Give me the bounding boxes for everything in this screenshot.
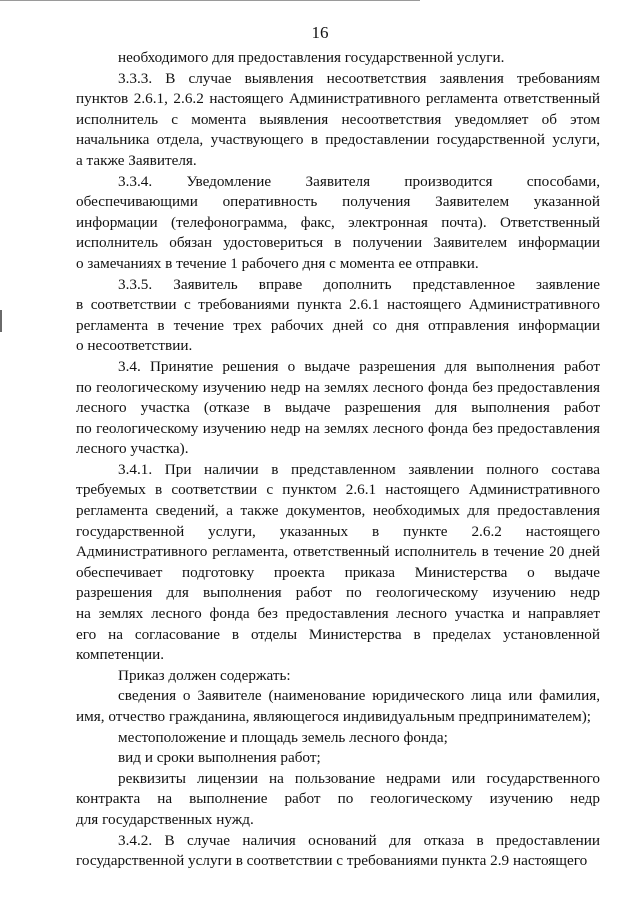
text-line: 3.4. Принятие решения о выдаче разрешения для выполнения работ bbox=[118, 357, 600, 375]
text-line: начальника отдела, участвующего в предоставлении государственной услуги, bbox=[76, 131, 600, 149]
paragraph-3-3-3 bbox=[76, 69, 600, 172]
text-line: разрешения для выполнения работ по геологическому изучению недр bbox=[76, 584, 600, 602]
text-line: вид и сроки выполнения работ; bbox=[118, 749, 321, 767]
text-line: о замечаниях в течение 1 рабочего дня с момента ее отправки. bbox=[76, 254, 479, 272]
scan-left-edge-mark bbox=[0, 310, 2, 332]
text-line: по геологическому изучению недр на землях лесного фонда без предоставления bbox=[76, 378, 600, 396]
text-line: обеспечивающими оперативность получения Заявителем указанной bbox=[76, 193, 600, 211]
list-item-applicant-info bbox=[76, 686, 600, 727]
text-line: о несоответствии. bbox=[76, 337, 193, 355]
page-number: 16 bbox=[311, 23, 329, 42]
text-line: 3.3.4. Уведомление Заявителя производится способами, bbox=[118, 172, 600, 190]
text-line: для государственных нужд. bbox=[76, 810, 254, 828]
text-line: его на согласование в отделы Министерства в пределах установленной bbox=[76, 625, 600, 643]
text-line: государственной услуги, указанных в пункте 2.6.2 настоящего bbox=[76, 522, 600, 540]
text-line: 3.4.2. В случае наличия оснований для отказа в предоставлении bbox=[118, 831, 600, 849]
paragraph-3-3-5 bbox=[76, 275, 600, 357]
text-line: Административного регламента, ответственный исполнитель в течение 20 дней bbox=[76, 543, 600, 561]
paragraph-3-4-1 bbox=[76, 460, 600, 666]
document-body bbox=[76, 48, 600, 872]
text-line: а также Заявителя. bbox=[76, 151, 197, 169]
list-item-license-details bbox=[76, 769, 600, 831]
text-line: лесного участка (отказе в выдаче разрешения для выполнения работ bbox=[76, 399, 600, 417]
list-item-location-area bbox=[76, 728, 600, 749]
text-line: по геологическому изучению недр на землях лесного фонда без предоставления bbox=[76, 419, 600, 437]
scan-top-edge-rule bbox=[0, 0, 420, 1]
paragraph-continuation bbox=[76, 48, 600, 69]
text-line: пунктов 2.6.1, 2.6.2 настоящего Административного регламента ответственный bbox=[76, 90, 600, 108]
text-line: 3.4.1. При наличии в представленном заявлении полного состава bbox=[118, 460, 600, 478]
text-line: регламента в течение трех рабочих дней со дня отправления информации bbox=[76, 316, 600, 334]
text-line: исполнитель с момента выявления несоответствия уведомляет об этом bbox=[76, 110, 600, 128]
text-line: обеспечивает подготовку проекта приказа Министерства о выдаче bbox=[76, 563, 600, 581]
text-line: лесного участка). bbox=[76, 440, 189, 458]
text-line: компетенции. bbox=[76, 646, 165, 664]
text-line: исполнитель обязан удостовериться в получении Заявителем информации bbox=[76, 234, 600, 252]
text-line: информации (телефонограмма, факс, электронная почта). Ответственный bbox=[76, 213, 600, 231]
paragraph-3-3-4 bbox=[76, 172, 600, 275]
text-line: контракта на выполнение работ по геологическому изучению недр bbox=[76, 790, 600, 808]
paragraph-order-contents-intro bbox=[76, 666, 600, 687]
text-line: в соответствии с требованиями пункта 2.6.1 настоящего Административного bbox=[76, 296, 600, 314]
paragraph-3-4 bbox=[76, 357, 600, 460]
text-line: сведения о Заявителе (наименование юридического лица или фамилия, bbox=[118, 687, 600, 705]
text-line: на землях лесного фонда без предоставления лесного участка и направляет bbox=[76, 605, 600, 623]
text-line: регламента сведений, а также документов, необходимых для предоставления bbox=[76, 502, 600, 520]
text-line: 3.3.3. В случае выявления несоответствия заявления требованиям bbox=[118, 69, 600, 87]
text-line: 3.3.5. Заявитель вправе дополнить представленное заявление bbox=[118, 275, 600, 293]
text-line: государственной услуги в соответствии с требованиями пункта 2.9 настоящего bbox=[76, 852, 588, 870]
text-line: требуемых в соответствии с пунктом 2.6.1 настоящего Административного bbox=[76, 481, 600, 499]
text-line: реквизиты лицензии на пользование недрами или государственного bbox=[118, 769, 600, 787]
text-line: Приказ должен содержать: bbox=[118, 666, 291, 684]
list-item-work-type-terms bbox=[76, 748, 600, 769]
paragraph-3-4-2 bbox=[76, 831, 600, 872]
text-line: имя, отчество гражданина, являющегося индивидуальным предпринимателем); bbox=[76, 708, 592, 725]
text-line: местоположение и площадь земель лесного фонда; bbox=[118, 728, 448, 746]
text-line: необходимого для предоставления государственной услуги. bbox=[118, 49, 505, 66]
